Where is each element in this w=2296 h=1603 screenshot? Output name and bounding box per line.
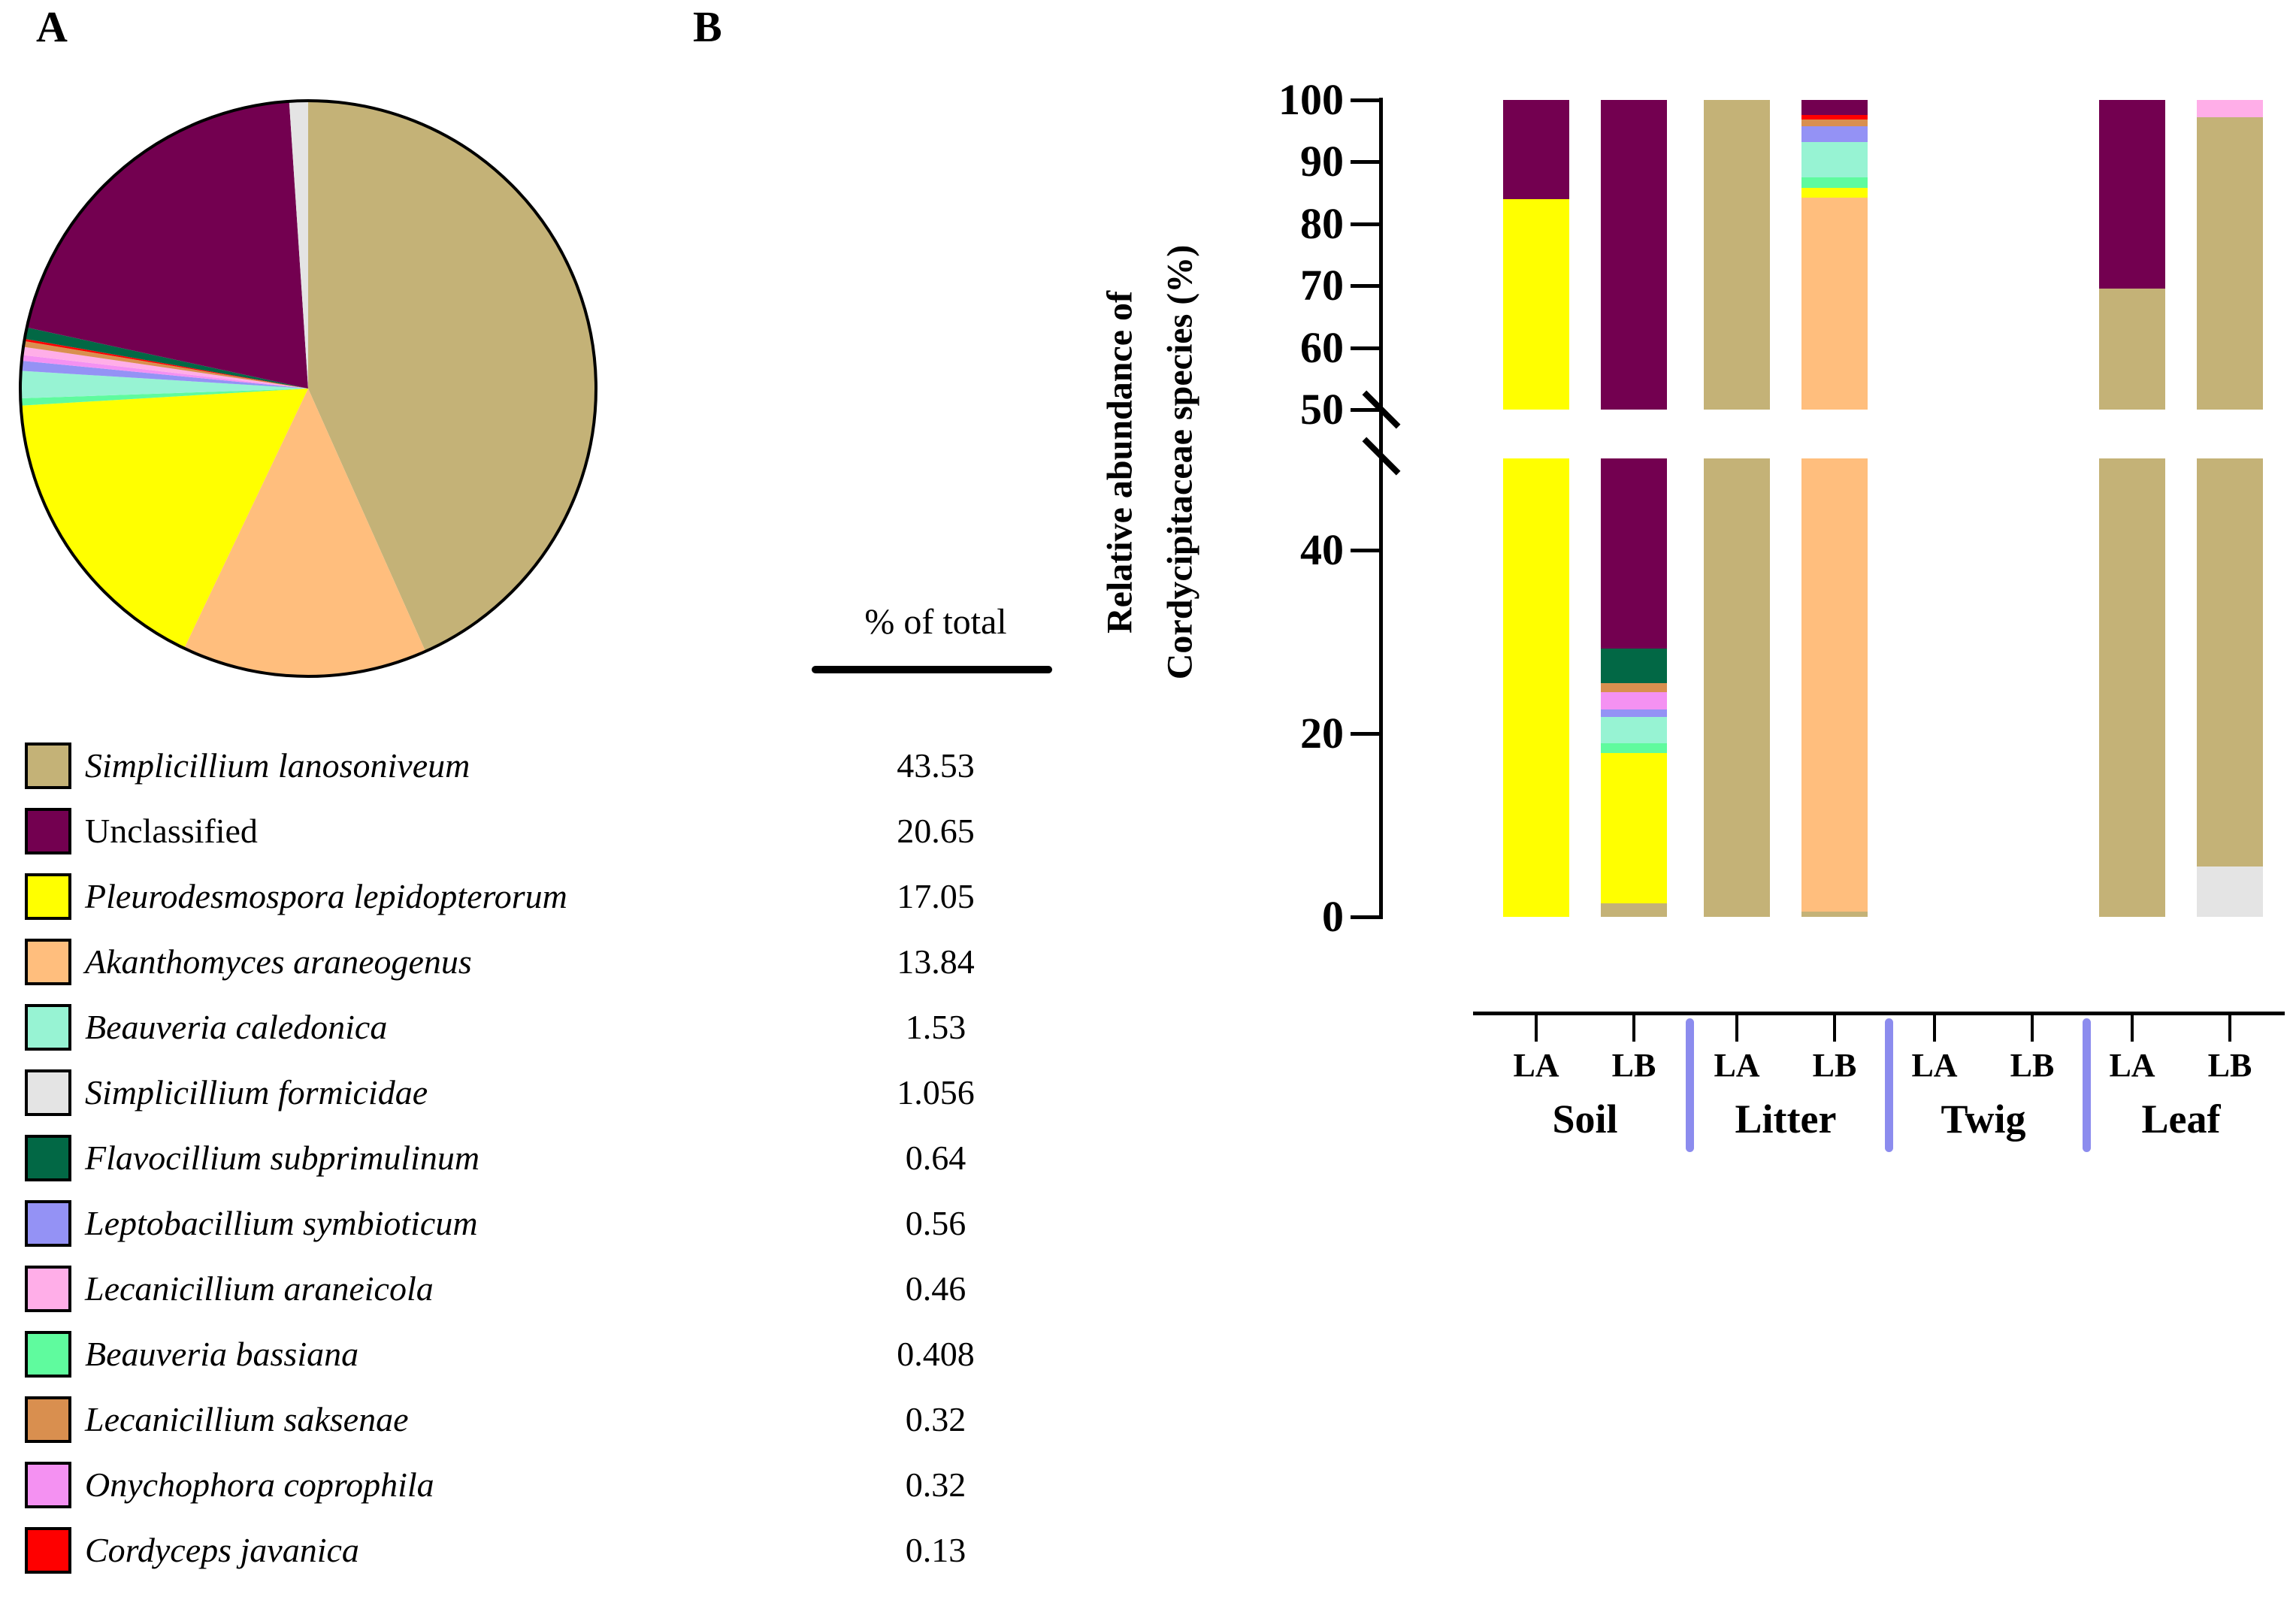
legend-species-label: Pleurodesmospora lepidopterorum	[85, 877, 567, 915]
bar-segment-unclassified	[1801, 100, 1868, 115]
y-tick-label: 50	[1300, 385, 1344, 434]
bar-segment-unclassified	[2099, 100, 2165, 289]
bar-segment-simplicillium-lanosoniveum	[1601, 903, 1667, 917]
group-divider	[2083, 1018, 2091, 1152]
replicate-label: LA	[1714, 1047, 1760, 1084]
legend-species-label: Cordyceps javanica	[85, 1531, 359, 1569]
bar-segment-simplicillium-lanosoniveum	[2099, 458, 2165, 917]
y-tick-label: 20	[1300, 709, 1344, 758]
bar-segment-unclassified	[1601, 100, 1667, 410]
legend-species-label: Beauveria caledonica	[85, 1008, 388, 1046]
replicate-label: LA	[1513, 1047, 1559, 1084]
group-divider	[1885, 1018, 1893, 1152]
legend-percent-value: 0.408	[897, 1335, 975, 1373]
x-tick	[1933, 1012, 1936, 1042]
x-tick	[1535, 1012, 1538, 1042]
replicate-label: LB	[2010, 1047, 2055, 1084]
legend-species-label: Onychophora coprophila	[85, 1465, 434, 1504]
legend-swatch	[25, 1200, 71, 1247]
legend-swatch	[25, 1396, 71, 1443]
legend-percent-value: 43.53	[897, 746, 975, 785]
bar-segment-flavocillium-subprimulinum	[1601, 649, 1667, 683]
legend-percent-value: 0.64	[905, 1139, 966, 1177]
replicate-label: LB	[1611, 1047, 1656, 1084]
legend-percent-value: 0.13	[905, 1531, 966, 1569]
y-tick	[1351, 915, 1379, 919]
x-tick	[1833, 1012, 1836, 1042]
bar-segment-simplicillium-lanosoniveum	[1801, 912, 1868, 917]
y-tick-label: 100	[1278, 75, 1344, 124]
legend-species-label: Simplicillium lanosoniveum	[85, 746, 470, 785]
legend-swatch	[25, 808, 71, 854]
bar-segment-beauveria-bassiana	[1801, 177, 1868, 188]
x-tick	[2031, 1012, 2034, 1042]
bar-segment-unclassified	[1601, 458, 1667, 649]
bar-segment-onychophora-coprophila	[1601, 692, 1667, 709]
legend-species-label: Unclassified	[85, 812, 258, 850]
bar-segment-akanthomyces-araneogenus	[1801, 198, 1868, 410]
x-tick	[2228, 1012, 2231, 1042]
group-label-soil: Soil	[1552, 1096, 1618, 1142]
bar-segment-pleurodesmospora-lepidopterorum	[1503, 199, 1569, 410]
x-axis-line	[1473, 1012, 2285, 1015]
y-tick	[1351, 222, 1379, 226]
bar-segment-simplicillium-lanosoniveum	[2197, 117, 2263, 410]
bar-segment-leptobacillium-symbioticum	[1801, 126, 1868, 142]
bar-segment-beauveria-caledonica	[1601, 717, 1667, 743]
legend-swatch	[25, 1462, 71, 1508]
legend-percent-value: 1.056	[897, 1073, 975, 1112]
y-axis-title-line2: Cordycipitaceae species (%)	[1160, 244, 1200, 680]
pie-chart	[8, 88, 609, 689]
bar-segment-akanthomyces-araneogenus	[1801, 458, 1868, 912]
replicate-label: LB	[2207, 1047, 2252, 1084]
group-label-leaf: Leaf	[2141, 1096, 2221, 1142]
x-tick	[1735, 1012, 1738, 1042]
legend-swatch	[25, 873, 71, 920]
bar-segment-simplicillium-lanosoniveum	[2099, 289, 2165, 410]
y-tick	[1351, 284, 1379, 288]
y-tick	[1351, 98, 1379, 102]
group-label-twig: Twig	[1941, 1096, 2026, 1142]
legend-swatch	[25, 743, 71, 789]
bar-segment-lecanicillium-saksenae	[1601, 683, 1667, 692]
bar-segment-beauveria-caledonica	[1801, 142, 1868, 177]
values-header-underline	[812, 666, 1052, 673]
legend-percent-value: 20.65	[897, 812, 975, 850]
y-tick	[1351, 346, 1379, 350]
legend-percent-value: 17.05	[897, 877, 975, 915]
bar-segment-simplicillium-lanosoniveum	[2197, 458, 2263, 867]
legend-swatch	[25, 1331, 71, 1378]
y-tick-label: 80	[1300, 198, 1344, 248]
legend-species-label: Leptobacillium symbioticum	[85, 1204, 478, 1242]
values-column-header: % of total	[864, 602, 1007, 642]
legend-species-label: Akanthomyces araneogenus	[85, 942, 472, 981]
legend-percent-value: 0.32	[905, 1465, 966, 1504]
legend-species-label: Beauveria bassiana	[85, 1335, 359, 1373]
x-tick	[2131, 1012, 2134, 1042]
y-tick-label: 40	[1300, 525, 1344, 574]
bar-segment-simplicillium-formicidae	[2197, 867, 2263, 917]
bar-segment-leptobacillium-symbioticum	[1601, 709, 1667, 717]
legend-species-label: Flavocillium subprimulinum	[85, 1139, 480, 1177]
y-axis-title-line1: Relative abundance of	[1100, 291, 1140, 634]
legend-species-label: Lecanicillium araneicola	[85, 1269, 434, 1308]
bar-segment-pleurodesmospora-lepidopterorum	[1801, 188, 1868, 198]
bar-segment-beauveria-bassiana	[1601, 743, 1667, 752]
legend-swatch	[25, 1069, 71, 1116]
y-axis-line	[1379, 98, 1383, 919]
y-tick-label: 90	[1300, 137, 1344, 186]
legend-swatch	[25, 1004, 71, 1051]
replicate-label: LA	[2109, 1047, 2155, 1084]
group-divider	[1686, 1018, 1694, 1152]
legend-percent-value: 0.46	[905, 1269, 966, 1308]
y-tick-label: 0	[1322, 892, 1344, 941]
bar-segment-pleurodesmospora-lepidopterorum	[1601, 753, 1667, 903]
legend-species-label: Lecanicillium saksenae	[85, 1400, 409, 1438]
bar-segment-lecanicillium-saksenae	[1801, 119, 1868, 126]
legend-swatch	[25, 1527, 71, 1574]
x-tick	[1632, 1012, 1635, 1042]
y-tick	[1351, 408, 1379, 412]
legend-percent-value: 1.53	[905, 1008, 966, 1046]
bar-segment-simplicillium-lanosoniveum	[1704, 458, 1770, 917]
legend-percent-value: 13.84	[897, 942, 975, 981]
legend-swatch	[25, 1266, 71, 1312]
panel-a-label: A	[36, 2, 68, 51]
bar-segment-cordyceps-javanica	[1801, 115, 1868, 120]
bar-segment-lecanicillium-araneicola	[2197, 100, 2263, 117]
legend-swatch	[25, 1135, 71, 1181]
legend-percent-value: 0.32	[905, 1400, 966, 1438]
legend-swatch	[25, 939, 71, 985]
legend-species-label: Simplicillium formicidae	[85, 1073, 428, 1112]
y-tick-label: 60	[1300, 322, 1344, 372]
y-tick	[1351, 549, 1379, 552]
replicate-label: LA	[1911, 1047, 1958, 1084]
panel-b-label: B	[693, 2, 722, 51]
y-tick	[1351, 732, 1379, 736]
y-tick	[1351, 160, 1379, 164]
replicate-label: LB	[1812, 1047, 1857, 1084]
group-label-litter: Litter	[1735, 1096, 1837, 1142]
bar-segment-unclassified	[1503, 100, 1569, 199]
bar-segment-pleurodesmospora-lepidopterorum	[1503, 458, 1569, 917]
y-tick-label: 70	[1300, 261, 1344, 310]
bar-segment-simplicillium-lanosoniveum	[1704, 100, 1770, 410]
legend-percent-value: 0.56	[905, 1204, 966, 1242]
